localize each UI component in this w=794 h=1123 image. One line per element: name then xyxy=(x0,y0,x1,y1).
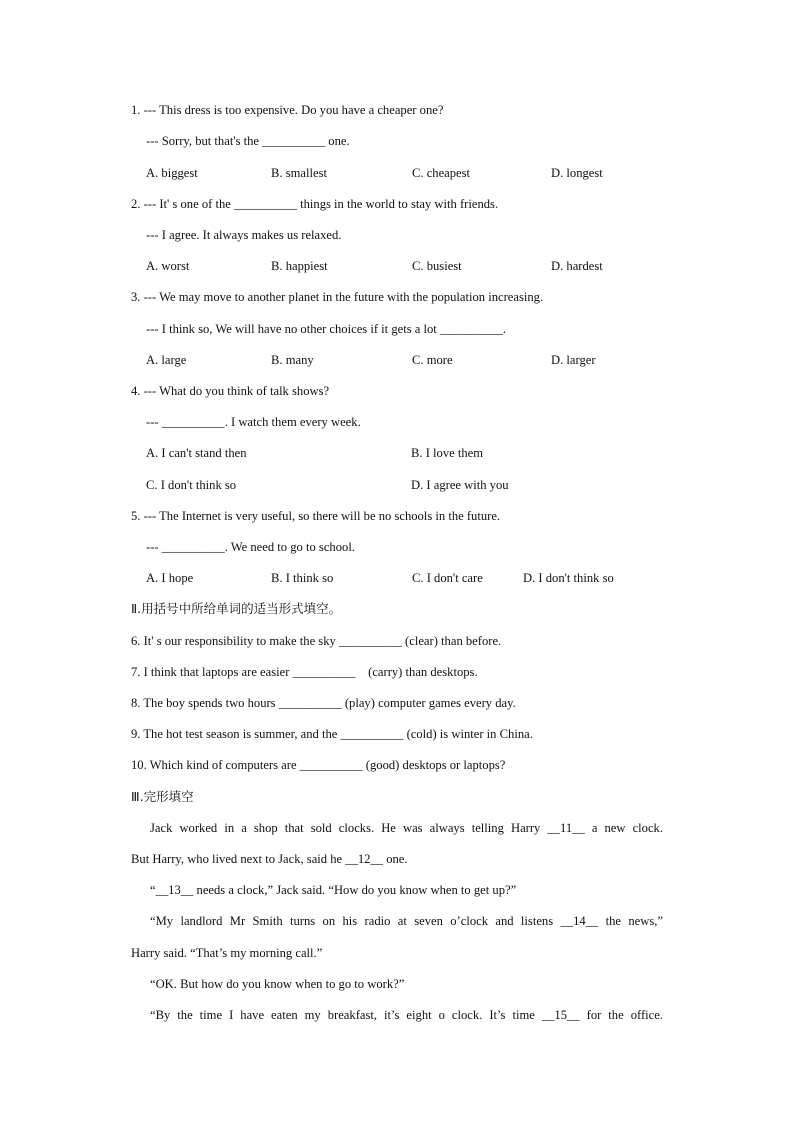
question-2-option-b: B. happiest xyxy=(271,259,328,273)
cloze-line-2: But Harry, who lived next to Jack, said he __12__ one. xyxy=(131,852,408,866)
question-1-option-a: A. biggest xyxy=(146,166,198,180)
fill-item-6: 6. It' s our responsibility to make the sky __________ (clear) than before. xyxy=(131,634,502,648)
question-2-option-d: D. hardest xyxy=(551,259,603,273)
question-5-option-b: B. I think so xyxy=(271,571,334,585)
question-2-option-a: A. worst xyxy=(146,259,190,273)
fill-item-8: 8. The boy spends two hours __________ (play) computer games every day. xyxy=(131,696,516,710)
question-5-stem: 5. --- The Internet is very useful, so there will be no schools in the future. xyxy=(131,509,501,523)
question-5-option-c: C. I don't care xyxy=(412,571,483,585)
cloze-line-1: Jack worked in a shop that sold clocks. He was always telling Harry __11__ a new clock. xyxy=(150,821,663,835)
section-3-heading: Ⅲ.完形填空 xyxy=(131,789,194,804)
question-4-option-c: C. I don't think so xyxy=(146,478,237,492)
question-4-option-a: A. I can't stand then xyxy=(146,446,247,460)
question-1-dialogue: --- Sorry, but that's the __________ one. xyxy=(146,134,350,148)
question-2-option-c: C. busiest xyxy=(412,259,462,273)
question-4-dialogue: --- __________. I watch them every week. xyxy=(146,415,361,429)
question-3-dialogue: --- I think so, We will have no other choices if it gets a lot __________. xyxy=(146,322,507,336)
cloze-line-3: “__13__ needs a clock,” Jack said. “How do you know when to get up?” xyxy=(150,883,517,897)
question-4-option-b: B. I love them xyxy=(411,446,484,460)
cloze-line-7: “By the time I have eaten my breakfast, it’s eight o clock. It’s time __15__ for the office. xyxy=(150,1008,663,1022)
fill-item-9: 9. The hot test season is summer, and the __________ (cold) is winter in China. xyxy=(131,727,533,741)
question-3-option-c: C. more xyxy=(412,353,453,367)
question-5-option-a: A. I hope xyxy=(146,571,194,585)
question-3-option-b: B. many xyxy=(271,353,314,367)
cloze-line-4: “My landlord Mr Smith turns on his radio at seven o’clock and listens __14__ the news,” xyxy=(150,914,663,928)
fill-item-7: 7. I think that laptops are easier __________ (carry) than desktops. xyxy=(131,665,478,679)
section-2-heading: Ⅱ.用括号中所给单词的适当形式填空。 xyxy=(131,601,342,616)
question-5-dialogue: --- __________. We need to go to school. xyxy=(146,540,355,554)
question-1-option-c: C. cheapest xyxy=(412,166,471,180)
question-5-option-d: D. I don't think so xyxy=(523,571,614,585)
fill-item-10: 10. Which kind of computers are __________ (good) desktops or laptops? xyxy=(131,758,506,772)
question-1-stem: 1. --- This dress is too expensive. Do you have a cheaper one? xyxy=(131,103,444,117)
question-3-stem: 3. --- We may move to another planet in the future with the population increasing. xyxy=(131,290,544,304)
question-3-option-a: A. large xyxy=(146,353,187,367)
question-3-option-d: D. larger xyxy=(551,353,596,367)
question-2-stem: 2. --- It' s one of the __________ things in the world to stay with friends. xyxy=(131,197,499,211)
question-4-option-d: D. I agree with you xyxy=(411,478,509,492)
question-1-option-b: B. smallest xyxy=(271,166,327,180)
question-2-dialogue: --- I agree. It always makes us relaxed. xyxy=(146,228,342,242)
question-4-stem: 4. --- What do you think of talk shows? xyxy=(131,384,330,398)
cloze-line-6: “OK. But how do you know when to go to work?” xyxy=(150,977,405,991)
cloze-line-5: Harry said. “That’s my morning call.” xyxy=(131,946,323,960)
question-1-option-d: D. longest xyxy=(551,166,603,180)
